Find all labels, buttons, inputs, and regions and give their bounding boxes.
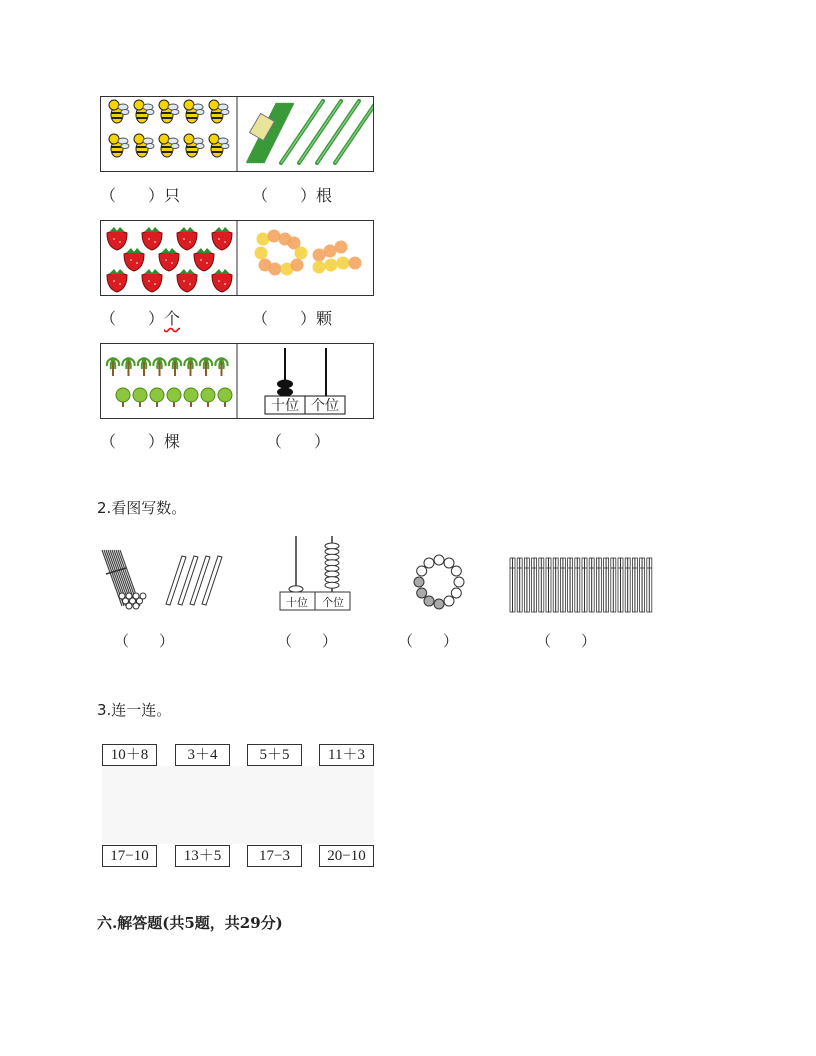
chopstick-icon — [568, 558, 570, 612]
ring-bead-icon — [434, 599, 444, 609]
abacus2-tens-label: 十位 — [286, 596, 308, 609]
chopstick-icon — [589, 558, 591, 612]
strawberry-icon — [142, 269, 162, 292]
chopstick-icon — [596, 558, 598, 612]
caption-trees: （ ）棵 — [100, 432, 181, 451]
chopstick-icon — [625, 558, 627, 612]
bee-icon — [209, 100, 229, 123]
tree-icon — [133, 388, 147, 407]
ring-bead-icon — [424, 596, 434, 606]
bead-ring-icon — [414, 555, 464, 609]
bead-icon — [255, 247, 268, 260]
strawberry-group — [101, 221, 373, 295]
chopstick-icon — [647, 558, 649, 612]
bee-icon — [209, 134, 229, 157]
strawberry-icon — [107, 269, 127, 292]
connect-area[interactable] — [102, 766, 374, 844]
bottom-expression-1[interactable]: 17−10 — [102, 845, 157, 867]
bee-icon — [159, 134, 179, 157]
bee-icon — [159, 100, 179, 123]
ring-bead-icon — [444, 596, 454, 606]
picture-box-row2 — [100, 220, 374, 296]
strawberry-icon — [124, 248, 144, 271]
tree-group — [101, 344, 373, 418]
abacus-bead-icon — [325, 560, 339, 566]
tree-icon — [184, 388, 198, 407]
chopstick-icon — [560, 558, 562, 612]
bead-icon — [291, 259, 304, 272]
chopstick-icon — [604, 558, 606, 612]
ring-bead-icon — [454, 577, 464, 587]
bead-icon — [268, 230, 281, 243]
abacus-icon — [265, 348, 345, 414]
ring-bead-icon — [451, 588, 461, 598]
chopstick-icon — [611, 558, 613, 612]
tree-icon — [138, 358, 150, 376]
chopsticks-icon — [510, 558, 652, 612]
chopstick-icon — [517, 558, 519, 612]
bee-icon — [184, 134, 204, 157]
bead-icon — [349, 257, 362, 270]
tree-icon — [150, 388, 164, 407]
chopstick-icon — [532, 558, 534, 612]
top-expression-2[interactable]: 3＋4 — [175, 744, 230, 766]
bee-group — [101, 97, 373, 171]
chopstick-icon — [553, 558, 555, 612]
strawberry-icon — [212, 227, 232, 250]
bottom-expression-4[interactable]: 20−10 — [319, 845, 374, 867]
strawberry-icon — [159, 248, 179, 271]
abacus-tens-label: 十位 — [271, 398, 299, 414]
chopstick-icon — [510, 558, 512, 612]
ring-bead-icon — [414, 577, 424, 587]
chopstick-icon — [582, 558, 584, 612]
bead-icon — [325, 259, 338, 272]
bee-icon — [134, 134, 154, 157]
caption-unit-ge: 个 — [164, 309, 181, 328]
bead-icon — [295, 247, 308, 260]
abacus-ones-label: 个位 — [311, 398, 339, 414]
strawberry-icon — [177, 269, 197, 292]
tree-icon — [200, 358, 212, 376]
tree-icon — [122, 358, 134, 376]
abacus-bead-icon — [325, 543, 339, 549]
bee-icon — [109, 100, 129, 123]
abacus-bead-icon — [325, 577, 339, 583]
abacus-bead-icon — [325, 571, 339, 577]
ring-bead-icon — [451, 566, 461, 576]
caption-sticks: （ ）根 — [252, 186, 333, 205]
section3-title: 3.连一连。 — [97, 701, 172, 719]
blank-2: （ ） — [277, 632, 338, 650]
chopstick-icon — [524, 558, 526, 612]
strawberry-icon — [107, 227, 127, 250]
tree-icon — [169, 358, 181, 376]
blank-3: （ ） — [398, 632, 459, 650]
top-expression-3[interactable]: 5＋5 — [247, 744, 302, 766]
loose-sticks-icon — [166, 556, 222, 605]
blank-4: （ ） — [536, 632, 597, 650]
tree-icon — [153, 358, 165, 376]
bottom-expression-2[interactable]: 13＋5 — [175, 845, 230, 867]
abacus-bead-icon — [325, 549, 339, 555]
blank-1: （ ） — [114, 632, 175, 650]
ring-bead-icon — [434, 555, 444, 565]
ring-bead-icon — [417, 566, 427, 576]
ring-bead-icon — [424, 558, 434, 568]
abacus-bead-icon — [325, 554, 339, 560]
abacus2-icon — [280, 536, 350, 610]
strawberry-icon — [212, 269, 232, 292]
top-expression-1[interactable]: 10＋8 — [102, 744, 157, 766]
chopstick-icon — [640, 558, 642, 612]
strawberry-icon — [194, 248, 214, 271]
caption-bees: （ ）只 — [100, 186, 181, 205]
chopstick-icon — [575, 558, 577, 612]
ring-bead-icon — [444, 558, 454, 568]
chopstick-icon — [618, 558, 620, 612]
bead-icon — [337, 257, 350, 270]
section2-title: 2.看图写数。 — [97, 499, 187, 517]
bee-icon — [109, 134, 129, 157]
chopstick-icon — [632, 558, 634, 612]
stick-bundle-icon — [102, 550, 146, 609]
bead-icon — [335, 241, 348, 254]
tree-icon — [107, 358, 119, 376]
tree-icon — [167, 388, 181, 407]
caption-abacus: （ ） — [266, 432, 331, 451]
tree-icon — [116, 388, 130, 407]
strawberry-icon — [142, 227, 162, 250]
chopstick-icon — [539, 558, 541, 612]
abacus2-ones-label: 个位 — [322, 596, 344, 609]
picture-box-row3 — [100, 343, 374, 419]
caption-beads: （ ）颗 — [252, 309, 333, 328]
bee-icon — [134, 100, 154, 123]
bead-icon — [269, 263, 282, 276]
bee-icon — [184, 100, 204, 123]
section2-pictures — [96, 534, 666, 616]
chopstick-icon — [546, 558, 548, 612]
abacus-bead-icon — [325, 582, 339, 588]
bottom-expression-3[interactable]: 17−3 — [247, 845, 302, 867]
top-expression-4[interactable]: 11＋3 — [319, 744, 374, 766]
ring-bead-icon — [417, 588, 427, 598]
section6-title: 六.解答题(共5题，共29分) — [97, 914, 283, 932]
bead-icon — [257, 233, 270, 246]
strawberry-icon — [177, 227, 197, 250]
picture-box-row1 — [100, 96, 374, 172]
caption-strawberries: （ ）个 — [100, 309, 181, 328]
bead-icon — [313, 261, 326, 274]
tree-icon — [215, 358, 227, 376]
tree-icon — [218, 388, 232, 407]
tree-icon — [184, 358, 196, 376]
tree-icon — [201, 388, 215, 407]
